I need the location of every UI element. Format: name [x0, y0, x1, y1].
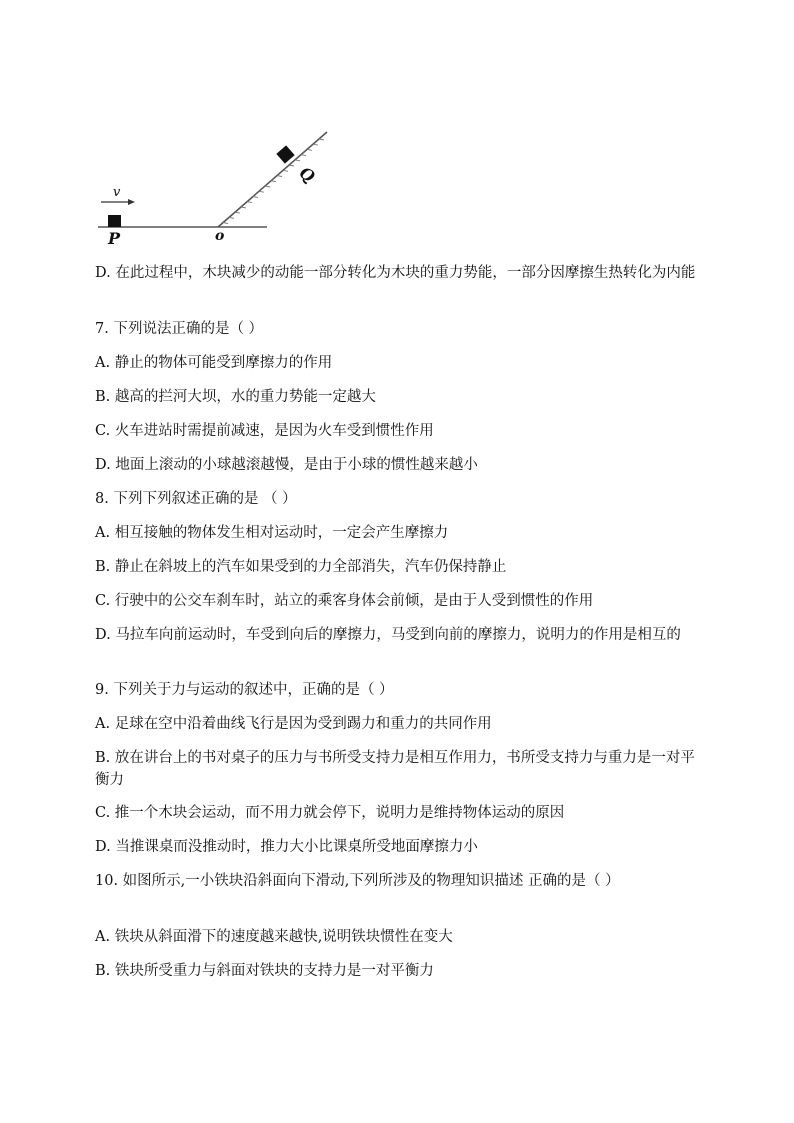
- q7-stem: 7. 下列说法正确的是（ ）: [95, 321, 264, 337]
- q8-option-c: C. 行驶中的公交车刹车时，站立的乘客身体会前倾，是由于人受到惯性的作用: [95, 593, 594, 609]
- q10-option-a: A. 铁块从斜面滑下的速度越来越快,说明铁块惯性在变大: [95, 929, 453, 945]
- q7-option-b: B. 越高的拦河大坝，水的重力势能一定越大: [95, 389, 376, 405]
- q9-option-d: D. 当推课桌而没推动时，推力大小比课桌所受地面摩擦力小: [95, 839, 478, 855]
- velocity-arrowhead: [128, 199, 135, 205]
- q6-option-d: D. 在此过程中，木块减少的动能一部分转化为木块的重力势能，一部分因摩擦生热转化为内能: [95, 265, 696, 281]
- velocity-label: v: [113, 185, 121, 200]
- q9-option-b: B. 放在讲台上的书对桌子的压力与书所受支持力是相互作用力，书所受支持力与重力是一对平衡力: [95, 750, 695, 788]
- q10-stem: 10. 如图所示,一小铁块沿斜面向下滑动,下列所涉及的物理知识描述 正确的是（ ）: [95, 873, 620, 889]
- q8-option-b: B. 静止在斜坡上的汽车如果受到的力全部消失，汽车仍保持静止: [95, 559, 507, 575]
- q10-option-b: B. 铁块所受重力与斜面对铁块的支持力是一对平衡力: [95, 963, 434, 979]
- block-q: [276, 145, 294, 163]
- point-o-label: o: [215, 228, 225, 244]
- point-q-label: Q: [295, 162, 319, 187]
- q8-option-a: A. 相互接触的物体发生相对运动时，一定会产生摩擦力: [95, 525, 449, 541]
- incline-figure: [95, 110, 345, 250]
- q7-option-c: C. 火车进站时需提前减速，是因为火车受到惯性作用: [95, 423, 434, 439]
- q9-option-c: C. 推一个木块会运动，而不用力就会停下，说明力是维持物体运动的原因: [95, 805, 565, 821]
- block-p: [108, 215, 121, 227]
- q8-option-d: D. 马拉车向前运动时，车受到向后的摩擦力，马受到向前的摩擦力，说明力的作用是相互的: [95, 627, 681, 643]
- point-p-label: P: [108, 229, 121, 248]
- q9-option-a: A. 足球在空中沿着曲线飞行是因为受到踢力和重力的共同作用: [95, 716, 492, 732]
- q8-stem: 8. 下列下列叙述正确的是 （ ）: [95, 491, 297, 507]
- q7-option-d: D. 地面上滚动的小球越滚越慢，是由于小球的惯性越来越小: [95, 457, 478, 473]
- q7-option-a: A. 静止的物体可能受到摩擦力的作用: [95, 355, 333, 371]
- q9-stem: 9. 下列关于力与运动的叙述中，正确的是（ ）: [95, 682, 394, 698]
